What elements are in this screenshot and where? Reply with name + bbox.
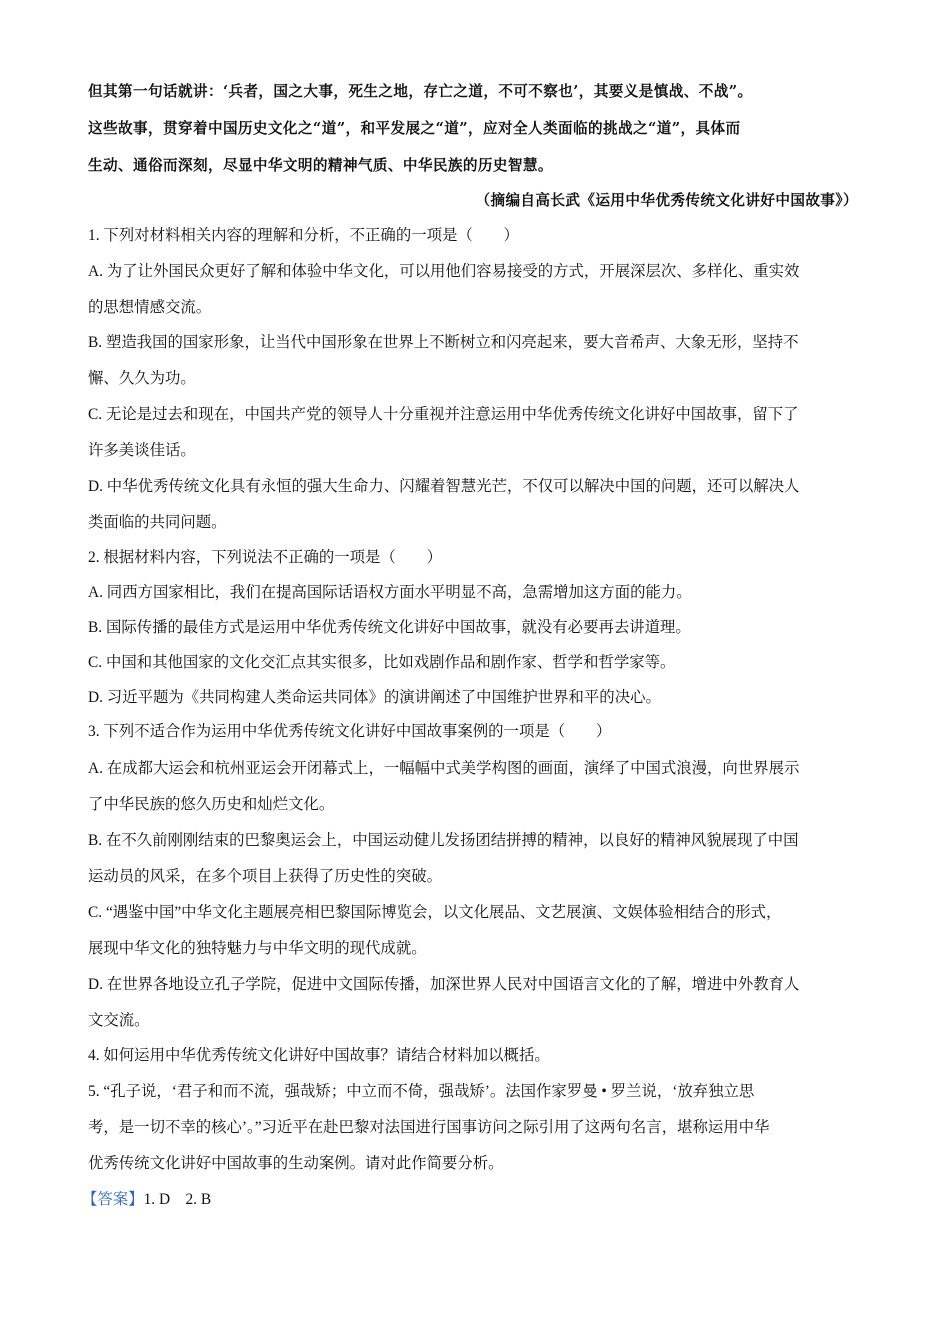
q1-option-c-line-1: C. 无论是过去和现在，中国共产党的领导人十分重视并注意运用中华优秀传统文化讲好中国故事，留下了	[88, 406, 799, 423]
q3-option-a-line-1: A. 在成都大运会和杭州亚运会开闭幕式上，一幅幅中式美学构图的画面，演绎了中国式浪漫，向世界展示	[88, 760, 800, 777]
q2-option-a: A. 同西方国家相比，我们在提高国际话语权方面水平明显不高，急需增加这方面的能力。	[88, 584, 692, 601]
q1-option-b-line-2: 懈、久久为功。	[88, 370, 196, 387]
q1-stem: 1. 下列对材料相关内容的理解和分析，不正确的一项是（ ）	[88, 227, 519, 244]
answer-label: 【答案】	[82, 1191, 144, 1208]
q3-option-c-line-1: C. “遇鉴中国”中华文化主题展亮相巴黎国际博览会，以文化展品、文艺展演、文娱体验相结合的形式，	[88, 904, 782, 921]
passage-line-1: 但其第一句话就讲：‘兵者，国之大事，死生之地，存亡之道，不可不察也’，其要义是慎战、不战”。	[88, 83, 753, 100]
q1-option-b-line-1: B. 塑造我国的国家形象，让当代中国形象在世界上不断树立和闪亮起来，要大音希声、大象无形，坚持不	[88, 334, 799, 351]
q1-option-a-line-2: 的思想情感交流。	[88, 299, 212, 316]
q3-option-a-line-2: 了中华民族的悠久历史和灿烂文化。	[88, 796, 335, 813]
q3-option-c-line-2: 展现中华文化的独特魅力与中华文明的现代成就。	[88, 940, 427, 957]
q1-option-a-line-1: A. 为了让外国民众更好了解和体验中华文化，可以用他们容易接受的方式，开展深层次、多样化、重实效	[88, 263, 800, 280]
q3-stem: 3. 下列不适合作为运用中华优秀传统文化讲好中国故事案例的一项是（ ）	[88, 723, 612, 740]
answer-line	[82, 1189, 857, 1211]
q3-option-d-line-2: 文交流。	[88, 1012, 150, 1029]
answer-text: 1. D 2. B	[143, 1191, 212, 1208]
q3-option-b-line-1: B. 在不久前刚刚结束的巴黎奥运会上，中国运动健儿发扬团结拼搏的精神，以良好的精神风貌展现了中国	[88, 832, 799, 849]
q2-option-c: C. 中国和其他国家的文化交汇点其实很多，比如戏剧作品和剧作家、哲学和哲学家等。	[88, 654, 676, 671]
q5-line-1: 5. “孔子说，‘君子和而不流，强哉矫；中立而不倚，强哉矫’。法国作家罗曼 • 罗兰说，‘放弃独立思	[88, 1083, 755, 1100]
q2-option-b: B. 国际传播的最佳方式是运用中华优秀传统文化讲好中国故事，就没有必要再去讲道理。	[88, 619, 691, 636]
q3-option-d-line-1: D. 在世界各地设立孔子学院，促进中文国际传播，加深世界人民对中国语言文化的了解，增进中外教育人	[88, 976, 800, 993]
q5-line-2: 考，是一切不幸的核心’。”习近平在赴巴黎对法国进行国事访问之际引用了这两句名言，堪称运用中华	[88, 1119, 770, 1136]
passage-line-3: 生动、通俗而深刻，尽显中华文明的精神气质、中华民族的历史智慧。	[88, 157, 553, 174]
q5-line-3: 优秀传统文化讲好中国故事的生动案例。请对此作简要分析。	[88, 1155, 504, 1172]
q2-stem: 2. 根据材料内容，下列说法不正确的一项是（ ）	[88, 549, 442, 566]
q4-stem: 4. 如何运用中华优秀传统文化讲好中国故事？请结合材料加以概括。	[88, 1047, 550, 1064]
q3-option-b-line-2: 运动员的风采，在多个项目上获得了历史性的突破。	[88, 868, 442, 885]
q1-option-c-line-2: 许多美谈佳话。	[88, 442, 196, 459]
q2-option-d: D. 习近平题为《共同构建人类命运共同体》的演讲阐述了中国维护世界和平的决心。	[88, 689, 661, 706]
passage-source: （摘编自高长武《运用中华优秀传统文化讲好中国故事》）	[475, 192, 858, 209]
q1-option-d-line-2: 类面临的共同问题。	[88, 514, 227, 531]
passage-line-2: 这些故事，贯穿着中国历史文化之“道”，和平发展之“道”，应对全人类面临的挑战之“道”，具体而	[88, 120, 741, 137]
q1-option-d-line-1: D. 中华优秀传统文化具有永恒的强大生命力、闪耀着智慧光芒，不仅可以解决中国的问题，还可以解决人	[88, 478, 800, 495]
